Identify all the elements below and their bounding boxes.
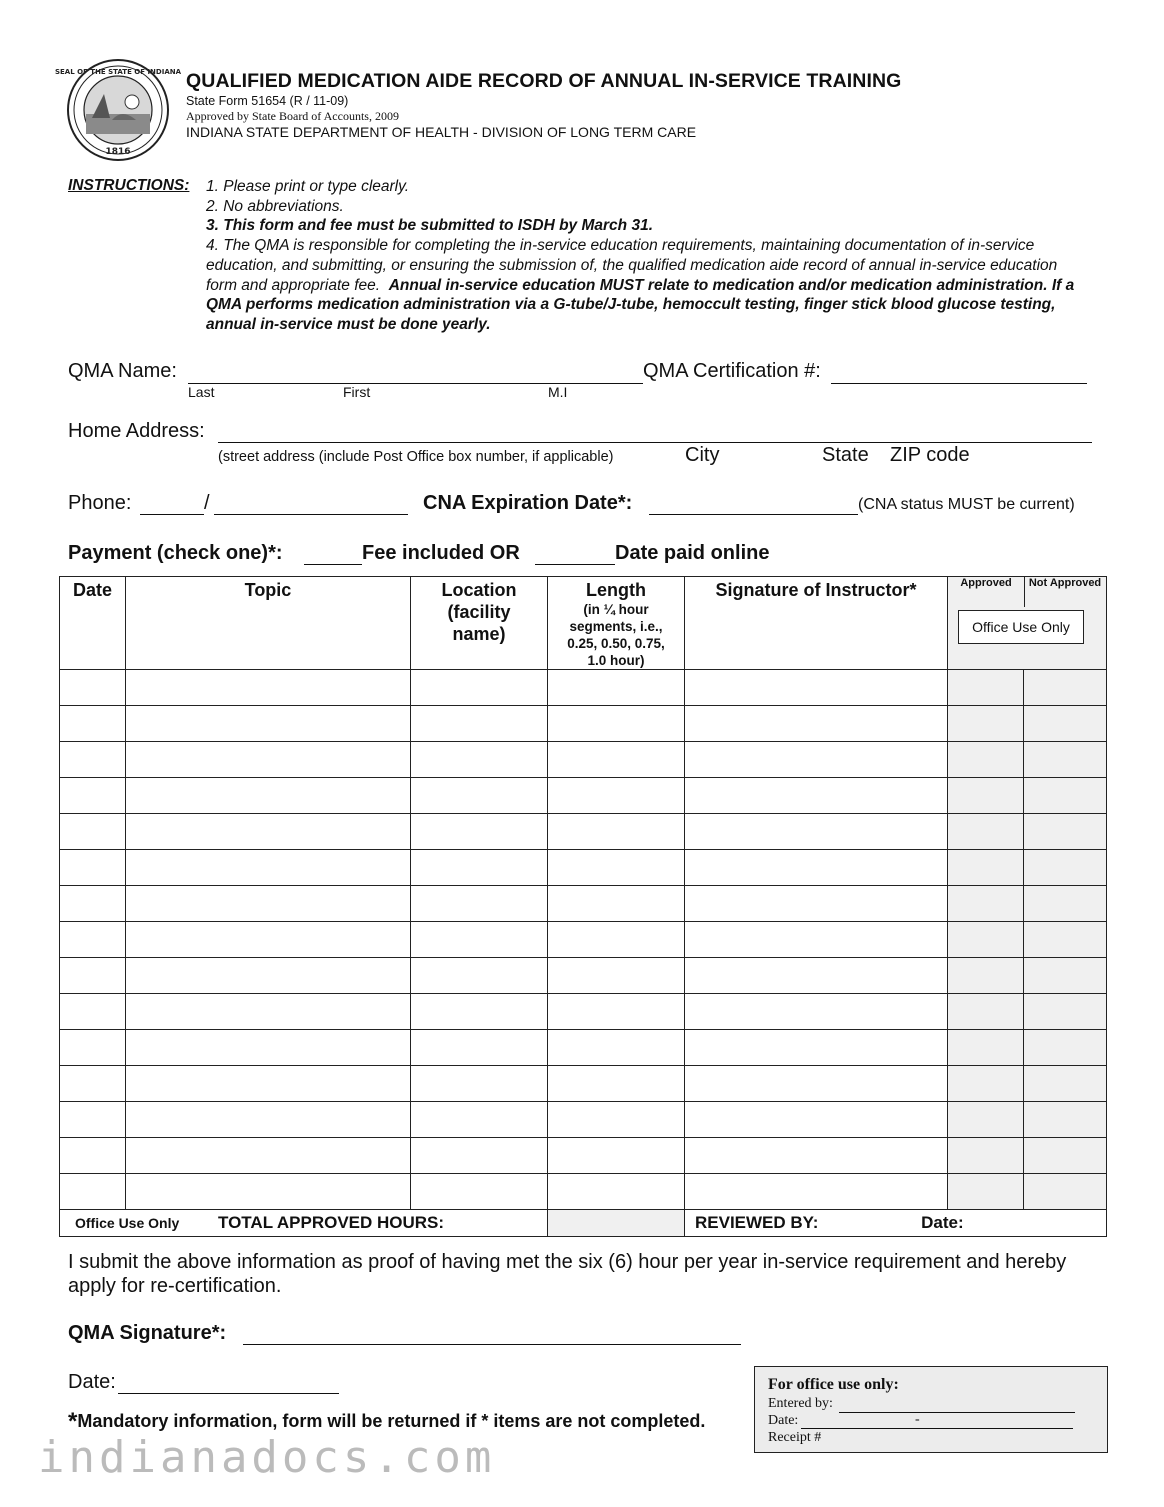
col-topic-header: Topic: [126, 577, 411, 670]
table-row: [60, 670, 1107, 706]
col-length-label: Length: [586, 580, 646, 600]
home-address-field[interactable]: [218, 442, 1092, 443]
topic-cell[interactable]: [126, 958, 411, 994]
length-cell[interactable]: [548, 1066, 685, 1102]
phone-number-field[interactable]: [214, 514, 408, 515]
signature-cell[interactable]: [685, 886, 948, 922]
approved-cell[interactable]: [948, 922, 1024, 958]
signature-cell[interactable]: [685, 922, 948, 958]
table-row: [60, 994, 1107, 1030]
topic-cell[interactable]: [126, 994, 411, 1030]
approved-cell[interactable]: [948, 1066, 1024, 1102]
reviewed-date-label: Date:: [921, 1213, 964, 1232]
topic-cell[interactable]: [126, 850, 411, 886]
qma-signature-label: QMA Signature*:: [68, 1322, 227, 1344]
city-hint: City: [685, 444, 720, 466]
table-row: [60, 1030, 1107, 1066]
training-table: [59, 576, 1107, 1237]
length-cell[interactable]: [548, 778, 685, 814]
approved-cell[interactable]: [948, 886, 1024, 922]
signature-date-field[interactable]: [118, 1393, 339, 1394]
date-cell[interactable]: [60, 1030, 126, 1066]
location-cell[interactable]: [411, 1030, 548, 1066]
seal-year: 1816: [105, 147, 131, 157]
topic-cell[interactable]: [126, 886, 411, 922]
date-paid-label: Date paid online: [615, 542, 770, 564]
length-cell[interactable]: [548, 886, 685, 922]
table-row: [60, 886, 1107, 922]
date-cell[interactable]: [60, 778, 126, 814]
topic-cell[interactable]: [126, 1102, 411, 1138]
total-approved-hours-label: TOTAL APPROVED HOURS:: [218, 1213, 445, 1232]
col-location-header: Location (facility name): [411, 577, 548, 670]
office-date-separator: -: [915, 1412, 920, 1427]
instruction-item-bold: Annual in-service education MUST relate to medication and/or medication administration. If a QMA performs medication administration via a G-tube/J-tube, hemoccult testing, finger stick blood glucose testing, annual in-service must be done yearly.: [206, 276, 1075, 333]
approved-cell[interactable]: [948, 742, 1024, 778]
date-cell[interactable]: [60, 814, 126, 850]
location-cell[interactable]: [411, 1138, 548, 1174]
zip-hint: ZIP code: [890, 444, 970, 466]
location-cell[interactable]: [411, 706, 548, 742]
approved-cell[interactable]: [948, 706, 1024, 742]
office-box-heading: For office use only:: [768, 1376, 899, 1393]
signature-cell[interactable]: [685, 706, 948, 742]
instruction-item: 2. No abbreviations.: [206, 197, 344, 215]
topic-cell[interactable]: [126, 814, 411, 850]
instruction-item: 1. Please print or type clearly.: [206, 178, 410, 195]
total-approved-hours-cell: [60, 1210, 548, 1237]
not-approved-cell[interactable]: [1024, 1102, 1107, 1138]
receipt-label: Receipt #: [768, 1430, 822, 1445]
office-use-box: [754, 1366, 1108, 1453]
topic-cell[interactable]: [126, 706, 411, 742]
approved-cell[interactable]: [948, 814, 1024, 850]
seal-text: SEAL OF THE STATE OF INDIANA: [54, 68, 182, 76]
office-date-label: Date:: [768, 1413, 799, 1428]
qma-cert-field[interactable]: [831, 383, 1087, 384]
qma-name-label: QMA Name:: [68, 360, 177, 382]
location-cell[interactable]: [411, 994, 548, 1030]
reviewed-by-label: REVIEWED BY:: [695, 1213, 819, 1232]
approved-cell[interactable]: [948, 778, 1024, 814]
signature-cell[interactable]: [685, 742, 948, 778]
entered-by-label: Entered by:: [768, 1396, 833, 1411]
attestation-text: I submit the above information as proof of having met the six (6) hour per year in-service requirement and hereby apply for re-certification.: [68, 1251, 1067, 1297]
signature-cell[interactable]: [685, 1138, 948, 1174]
table-row: [60, 958, 1107, 994]
length-cell[interactable]: [548, 742, 685, 778]
instruction-item: 3. This form and fee must be submitted to ISDH by March 31.: [206, 217, 653, 235]
location-cell[interactable]: [411, 742, 548, 778]
signature-date-label: Date:: [68, 1371, 116, 1393]
phone-label: Phone:: [68, 492, 132, 514]
instructions-heading: INSTRUCTIONS:: [68, 177, 190, 194]
office-date-field[interactable]: [801, 1428, 1073, 1429]
topic-cell[interactable]: [126, 1138, 411, 1174]
fee-included-label: Fee included OR: [362, 542, 520, 564]
col-approved-header: Approved: [960, 577, 1012, 589]
qma-name-field[interactable]: [188, 383, 643, 384]
not-approved-cell[interactable]: [1024, 742, 1107, 778]
table-row: [60, 922, 1107, 958]
col-not-approved-header: Not Approved: [1028, 577, 1102, 589]
topic-cell[interactable]: [126, 922, 411, 958]
signature-cell[interactable]: [685, 778, 948, 814]
not-approved-cell[interactable]: [1024, 922, 1107, 958]
location-cell[interactable]: [411, 814, 548, 850]
not-approved-cell[interactable]: [1024, 886, 1107, 922]
signature-cell[interactable]: [685, 670, 948, 706]
length-cell[interactable]: [548, 922, 685, 958]
name-last-hint: Last: [188, 384, 215, 400]
form-number: State Form 51654 (R / 11-09): [186, 94, 349, 108]
not-approved-cell[interactable]: [1024, 1174, 1107, 1210]
topic-cell[interactable]: [126, 742, 411, 778]
signature-cell[interactable]: [685, 1066, 948, 1102]
table-row: [60, 814, 1107, 850]
date-cell[interactable]: [60, 1174, 126, 1210]
name-mi-hint: M.I: [548, 384, 568, 400]
phone-area-field[interactable]: [140, 514, 204, 515]
length-cell[interactable]: [548, 1030, 685, 1066]
not-approved-cell[interactable]: [1024, 994, 1107, 1030]
approved-cell[interactable]: [948, 850, 1024, 886]
mandatory-star: *: [68, 1408, 78, 1435]
length-cell[interactable]: [548, 1138, 685, 1174]
table-row: [60, 850, 1107, 886]
signature-cell[interactable]: [685, 994, 948, 1030]
approved-cell[interactable]: [948, 670, 1024, 706]
table-row: [60, 778, 1107, 814]
not-approved-cell[interactable]: [1024, 850, 1107, 886]
location-cell[interactable]: [411, 670, 548, 706]
training-rows: [60, 670, 1107, 1210]
state-hint: State: [822, 444, 869, 466]
date-cell[interactable]: [60, 670, 126, 706]
office-use-only-box: Office Use Only: [958, 610, 1084, 644]
footer-office-use: Office Use Only: [75, 1215, 180, 1231]
table-row: [60, 1066, 1107, 1102]
instructions-list: [206, 177, 1086, 335]
date-cell[interactable]: [60, 706, 126, 742]
not-approved-cell[interactable]: [1024, 670, 1107, 706]
instruction-item-text: 4. The QMA is responsible for completing the in-service education requirements, maintaining documentation of in-service education, and submitting, or ensuring the submission of, the qualified medication aide record of annual in-service education form and appropriate fee.: [206, 237, 1058, 294]
table-row: [60, 706, 1107, 742]
entered-by-field[interactable]: [839, 1412, 1075, 1413]
approved-cell[interactable]: [948, 994, 1024, 1030]
length-cell[interactable]: [548, 850, 685, 886]
date-paid-field[interactable]: [535, 564, 615, 565]
header-divider: [1024, 577, 1025, 607]
col-length-note: (in ¼ hour segments, i.e., 0.25, 0.50, 0.75, 1.0 hour): [567, 602, 665, 668]
topic-cell[interactable]: [126, 1030, 411, 1066]
table-row: [60, 1102, 1107, 1138]
home-address-label: Home Address:: [68, 420, 205, 442]
signature-cell[interactable]: [685, 1030, 948, 1066]
location-cell[interactable]: [411, 958, 548, 994]
qma-signature-field[interactable]: [243, 1344, 741, 1345]
length-cell[interactable]: [548, 994, 685, 1030]
signature-cell[interactable]: [685, 850, 948, 886]
cna-status-note: (CNA status MUST be current): [858, 496, 1075, 513]
length-cell[interactable]: [548, 1174, 685, 1210]
topic-cell[interactable]: [126, 1174, 411, 1210]
location-cell[interactable]: [411, 886, 548, 922]
cna-expiration-field[interactable]: [649, 514, 858, 515]
phone-separator: /: [204, 492, 210, 514]
department-name: INDIANA STATE DEPARTMENT OF HEALTH - DIVISION OF LONG TERM CARE: [186, 124, 697, 140]
approved-cell[interactable]: [948, 1138, 1024, 1174]
topic-cell[interactable]: [126, 778, 411, 814]
not-approved-cell[interactable]: [1024, 778, 1107, 814]
signature-cell[interactable]: [685, 814, 948, 850]
street-hint: (street address (include Post Office box number, if applicable): [218, 449, 614, 465]
length-cell[interactable]: [548, 706, 685, 742]
date-cell[interactable]: [60, 1066, 126, 1102]
form-title: QUALIFIED MEDICATION AIDE RECORD OF ANNUAL IN-SERVICE TRAINING: [186, 70, 902, 92]
approved-cell[interactable]: [948, 1102, 1024, 1138]
location-cell[interactable]: [411, 850, 548, 886]
date-cell[interactable]: [60, 1138, 126, 1174]
not-approved-cell[interactable]: [1024, 1066, 1107, 1102]
not-approved-cell[interactable]: [1024, 814, 1107, 850]
total-hours-value-cell[interactable]: [548, 1210, 685, 1237]
table-row: [60, 742, 1107, 778]
date-cell[interactable]: [60, 994, 126, 1030]
date-cell[interactable]: [60, 886, 126, 922]
col-length-header: [548, 577, 685, 670]
length-cell[interactable]: [548, 670, 685, 706]
table-row: [60, 1138, 1107, 1174]
office-use-header: [948, 577, 1107, 670]
approved-cell[interactable]: [948, 958, 1024, 994]
date-cell[interactable]: [60, 1102, 126, 1138]
not-approved-cell[interactable]: [1024, 1138, 1107, 1174]
cna-expiration-label: CNA Expiration Date*:: [423, 492, 633, 514]
location-cell[interactable]: [411, 1174, 548, 1210]
length-cell[interactable]: [548, 814, 685, 850]
length-cell[interactable]: [548, 958, 685, 994]
fee-included-checkbox[interactable]: [304, 564, 362, 565]
signature-cell[interactable]: [685, 1174, 948, 1210]
location-cell[interactable]: [411, 1102, 548, 1138]
topic-cell[interactable]: [126, 670, 411, 706]
indiana-state-seal-icon: [54, 58, 182, 162]
col-date-header: Date: [60, 577, 126, 670]
location-cell[interactable]: [411, 778, 548, 814]
payment-label: Payment (check one)*:: [68, 542, 283, 564]
date-cell[interactable]: [60, 922, 126, 958]
not-approved-cell[interactable]: [1024, 958, 1107, 994]
mandatory-note-text: Mandatory information, form will be returned if * items are not completed.: [77, 1411, 706, 1431]
date-cell[interactable]: [60, 742, 126, 778]
name-first-hint: First: [343, 384, 371, 400]
reviewed-by-cell: [685, 1210, 1107, 1237]
instruction-item: [206, 236, 1086, 335]
not-approved-cell[interactable]: [1024, 1030, 1107, 1066]
watermark: indianadocs.com: [38, 1432, 496, 1483]
signature-cell[interactable]: [685, 1102, 948, 1138]
approved-cell[interactable]: [948, 1174, 1024, 1210]
not-approved-cell[interactable]: [1024, 706, 1107, 742]
topic-cell[interactable]: [126, 1066, 411, 1102]
location-cell[interactable]: [411, 922, 548, 958]
location-cell[interactable]: [411, 1066, 548, 1102]
signature-cell[interactable]: [685, 958, 948, 994]
table-row: [60, 1174, 1107, 1210]
approved-cell[interactable]: [948, 1030, 1024, 1066]
length-cell[interactable]: [548, 1102, 685, 1138]
col-signature-header: Signature of Instructor*: [685, 577, 948, 670]
approval-note: Approved by State Board of Accounts, 2009: [186, 109, 399, 123]
qma-cert-label: QMA Certification #:: [643, 360, 821, 382]
date-cell[interactable]: [60, 850, 126, 886]
date-cell[interactable]: [60, 958, 126, 994]
